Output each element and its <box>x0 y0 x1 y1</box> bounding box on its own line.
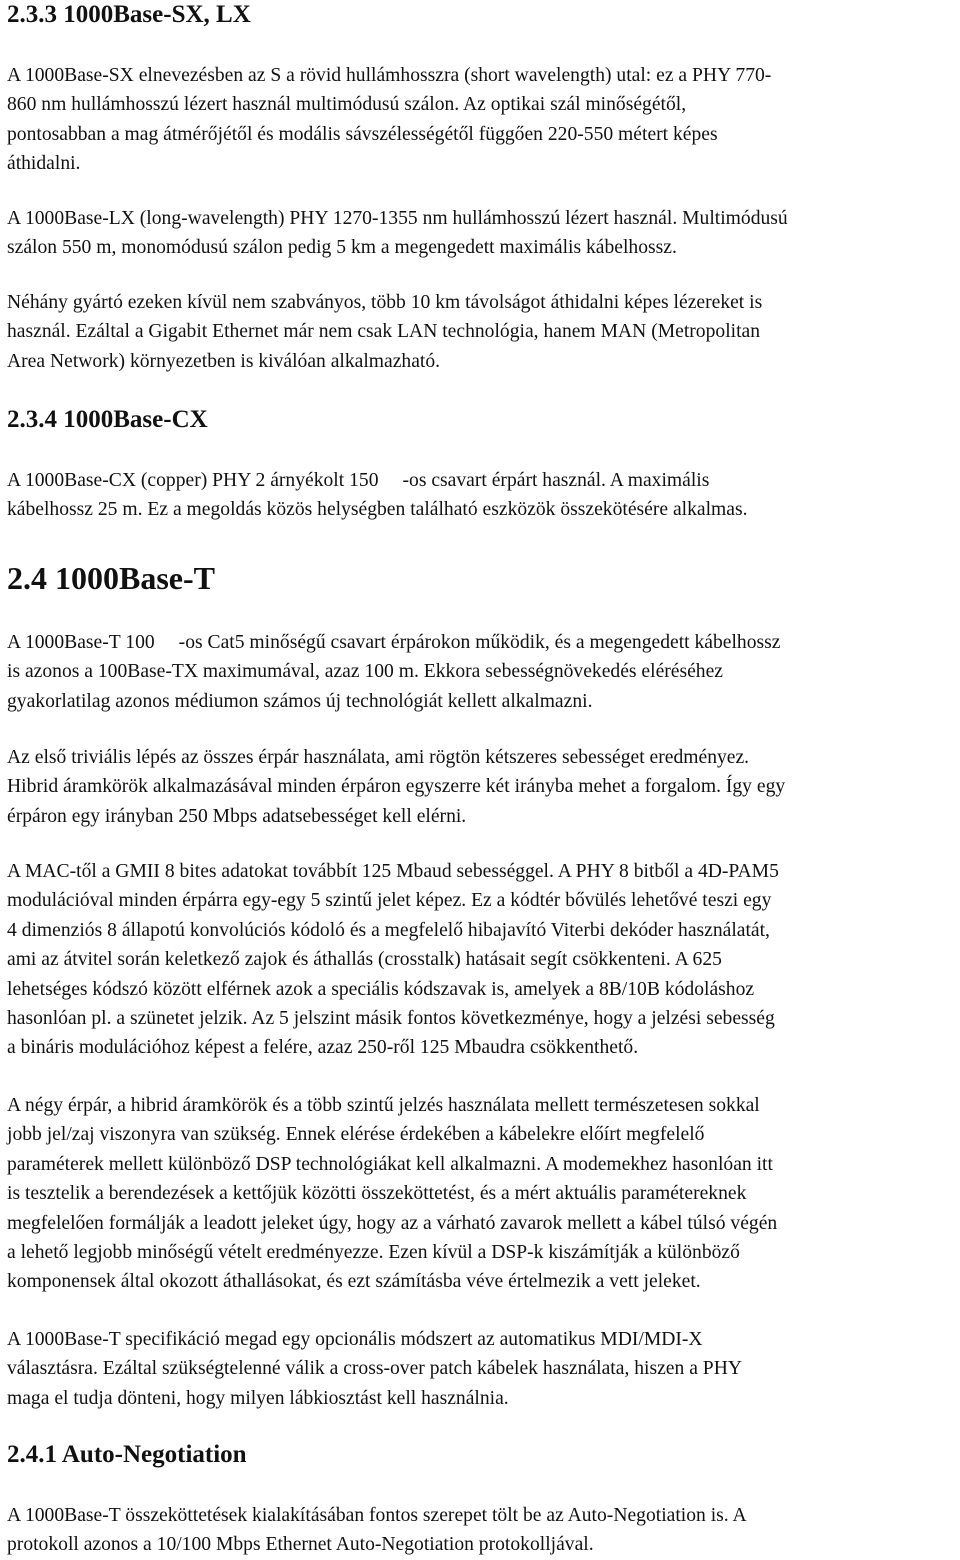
text-line: paraméterek mellett különböző DSP technológiákat kell alkalmazni. A modemekhez hasonlóan itt <box>7 1153 773 1175</box>
text-line: választásra. Ezáltal szükségtelenné válik a cross-over patch kábelek használata, hiszen a PHY <box>7 1358 742 1380</box>
text-line: Az első triviális lépés az összes érpár használata, ami rögtön kétszeres sebességet eredményez. <box>7 747 750 768</box>
text-line: is tesztelik a berendezések a kettőjük közötti összeköttetést, és a mért aktuális paramétereknek <box>7 1183 747 1205</box>
text-line: lehetséges kódszó között elférnek azok a speciális kódszavak is, amelyek a 8B/10B kódoláshoz <box>7 978 755 1000</box>
text-line: A négy érpár, a hibrid áramkörök és a több szintű jelzés használata mellett természetesen sokkal <box>7 1095 760 1116</box>
text-line: érpáron egy irányban 250 Mbps adatsebességet kell elérni. <box>7 805 467 827</box>
text-line: áthidalni. <box>7 153 81 175</box>
text-fragment: A 1000Base-T 100 <box>7 632 155 653</box>
text-line: protokoll azonos a 10/100 Mbps Ethernet Auto-Negotiation protokolljával. <box>7 1534 594 1556</box>
paragraph-dsp <box>7 1091 777 1297</box>
text-line: A MAC-től a GMII 8 bites adatokat továbbít 125 Mbaud sebességgel. A PHY 8 bitből a 4D-PAM5 <box>7 861 779 882</box>
text-line: 4 dimenziós 8 állapotú konvolúciós kódoló és a megfelelő hibajavító Viterbi dekóder használatát, <box>7 919 770 941</box>
text-fragment: A 1000Base-CX (copper) PHY 2 árnyékolt 150 <box>7 470 379 491</box>
paragraph-all-pairs <box>7 743 785 831</box>
text-line: A 1000Base-T specifikáció megad egy opcionális módszert az automatikus MDI/MDI-X <box>7 1329 703 1350</box>
paragraph-sx-intro <box>7 61 771 179</box>
text-line: A 1000Base-SX elnevezésben az S a rövid hullámhosszra (short wavelength) utal: ez a PHY 770- <box>7 65 772 86</box>
text-line: 860 nm hullámhosszú lézert használ multimódusú szálon. Az optikai szál minőségétől, <box>7 94 687 116</box>
paragraph-lx <box>7 204 788 263</box>
paragraph-pam5 <box>7 857 779 1063</box>
text-line: kábelhossz 25 m. Ez a megoldás közös helységben található eszközök összekötésére alkalmas. <box>7 499 748 521</box>
paragraph-1000base-t-intro <box>7 628 780 716</box>
text-fragment: -os Cat5 minőségű csavart érpárokon működik, és a megengedett kábelhossz <box>178 632 781 653</box>
paragraph-vendors <box>7 288 762 376</box>
heading-2-3-4: 2.3.4 1000Base-CX <box>7 406 208 433</box>
text-line: Hibrid áramkörök alkalmazásával minden érpáron egyszerre két irányba mehet a forgalom. Így egy <box>7 776 786 798</box>
heading-2-3-3: 2.3.3 1000Base-SX, LX <box>7 1 251 28</box>
text-line: maga el tudja dönteni, hogy milyen lábkiosztást kell használnia. <box>7 1387 509 1409</box>
text-line: szálon 550 m, monomódusú szálon pedig 5 km a megengedett maximális kábelhossz. <box>7 237 677 259</box>
text-line <box>7 628 780 657</box>
text-line: a bináris modulációhoz képest a felére, azaz 250-ről 125 Mbaudra csökkenthető. <box>7 1037 639 1059</box>
text-line: A 1000Base-LX (long-wavelength) PHY 1270-1355 nm hullámhosszú lézert használ. Multimódusú <box>7 208 788 229</box>
text-line: Area Network) környezetben is kiválóan alkalmazható. <box>7 350 441 372</box>
text-line: Néhány gyártó ezeken kívül nem szabványos, több 10 km távolságot áthidalni képes lézereket is <box>7 292 763 313</box>
text-line: megfelelően formálják a leadott jeleket úgy, hogy az a várható zavarok mellett a kábel túlsó végén <box>7 1212 778 1234</box>
text-line: használ. Ezáltal a Gigabit Ethernet már nem csak LAN technológia, hanem MAN (Metropolitan <box>7 321 761 343</box>
text-line: a lehető legjobb minőségű vételt eredményezze. Ezen kívül a DSP-k kiszámítják a különböző <box>7 1242 740 1264</box>
heading-2-4: 2.4 1000Base-T <box>7 560 215 596</box>
text-line <box>7 466 748 495</box>
paragraph-auto-negotiation <box>7 1501 747 1560</box>
text-line: A 1000Base-T összeköttetések kialakításában fontos szerepet tölt be az Auto-Negotiation is. A <box>7 1505 747 1526</box>
text-line: modulációval minden érpárra egy-egy 5 szintű jelet képez. Ez a kódtér bővülés lehetővé teszi egy <box>7 890 772 912</box>
text-line: pontosabban a mag átmérőjétől és modális sávszélességétől függően 220-550 métert képes <box>7 123 718 145</box>
heading-2-4-1: 2.4.1 Auto-Negotiation <box>7 1441 247 1468</box>
text-line: ami az átvitel során keletkező zajok és áthallás (crosstalk) hatásait segít csökkenteni. A 625 <box>7 949 722 971</box>
paragraph-cx <box>7 466 748 525</box>
text-line: is azonos a 100Base-TX maximumával, azaz 100 m. Ekkora sebességnövekedés eléréséhez <box>7 661 723 683</box>
text-fragment: -os csavart érpárt használ. A maximális <box>402 470 710 491</box>
text-line: komponensek által okozott áthallásokat, és ezt számításba véve értelmezik a vett jeleket. <box>7 1271 701 1293</box>
text-line: hasonlóan pl. a szünetet jelzik. Az 5 jelszint másik fontos következménye, hogy a jelzési sebesség <box>7 1008 775 1030</box>
text-line: gyakorlatilag azonos médiumon számos új technológiát kellett alkalmazni. <box>7 690 593 712</box>
text-line: jobb jel/zaj viszonyra van szükség. Ennek elérése érdekében a kábelekre előírt megfelelő <box>7 1124 705 1146</box>
paragraph-mdi-mdix <box>7 1325 742 1413</box>
